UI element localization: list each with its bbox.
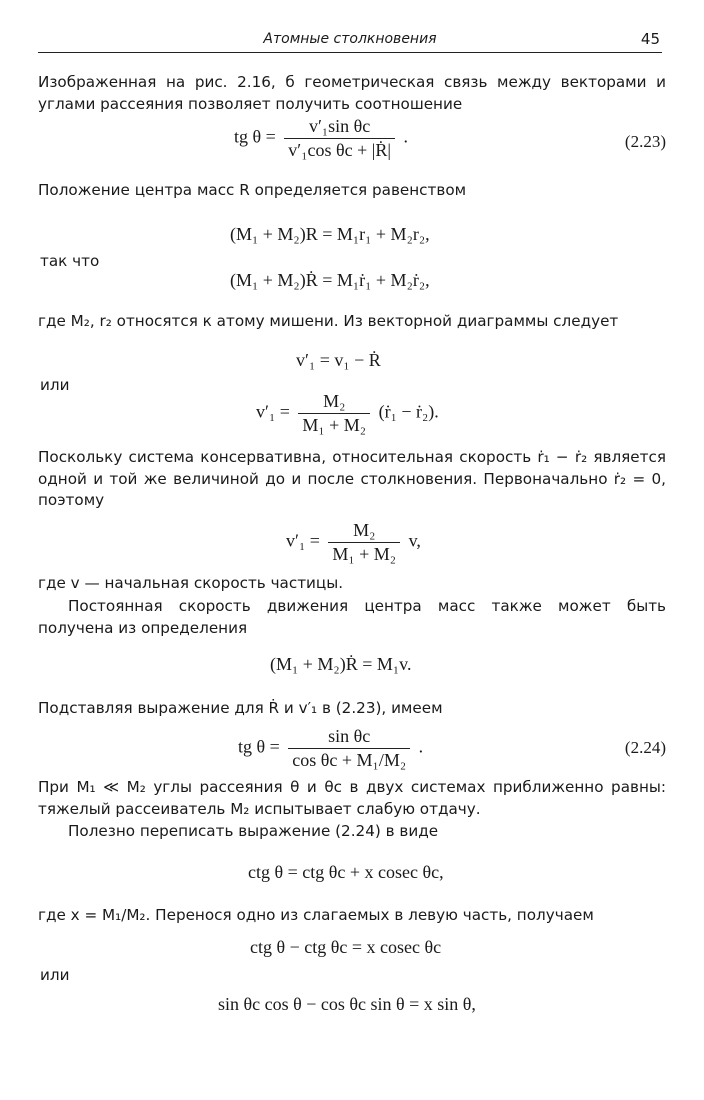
v1p-v-lhs: v′₁ =: [286, 530, 320, 551]
v1p-v-fraction: [328, 520, 400, 565]
v1p-fraction: [298, 391, 370, 436]
eq-2-24-fraction: [288, 726, 410, 771]
page-number: 45: [640, 30, 660, 48]
eq-2-23-tail: .: [403, 126, 408, 147]
paragraph-heavy-scatterer: При M₁ ≪ M₂ углы рассеяния θ и θc в двух системах приближенно равны: тяжелый рассеиватель M₂ испытывает слабую отдачу.: [38, 778, 666, 818]
equation-number-2-23: (2.23): [624, 132, 666, 151]
equation-ctg-difference: ctg θ − ctg θc = x cosec θc: [250, 937, 442, 957]
eq-2-23-lhs: tg θ =: [234, 126, 276, 147]
paragraph-conservative: Поскольку система консервативна, относительная скорость ṙ₁ − ṙ₂ является одной и той же величиной до и после столкновения. Первоначально ṙ₂ = 0, поэтому: [38, 448, 666, 509]
equation-2-23: [234, 116, 408, 161]
running-header: [38, 30, 662, 53]
eq-2-24-lhs: tg θ =: [238, 736, 280, 757]
paragraph-target-atom: где M₂, r₂ относятся к атому мишени. Из векторной диаграммы следует: [38, 312, 619, 330]
eq-2-24-numerator: sin θc: [328, 726, 371, 746]
equation-sin-cos: sin θc cos θ − cos θc sin θ = x sin θ,: [218, 994, 476, 1014]
paragraph-initial-velocity: где v — начальная скорость частицы.: [38, 574, 344, 592]
label-ili-1: или: [40, 376, 70, 394]
v1p-frac-numerator: M₂: [323, 391, 346, 411]
equation-v1-prime: v′₁ = v₁ − Ṙ: [296, 350, 381, 370]
chapter-title: Атомные столкновения: [263, 31, 437, 47]
eq-2-23-fraction: [284, 116, 395, 161]
equation-center-of-mass-velocity: (M₁ + M₂)Ṙ = M₁v.: [270, 654, 412, 674]
paragraph-constant-velocity: Постоянная скорость движения центра масс также может быть получена из определения: [38, 597, 666, 637]
equation-2-24: [238, 726, 423, 771]
equation-v1-prime-fraction: [256, 391, 439, 436]
equation-center-of-mass-dot: (M₁ + M₂)Ṙ = M₁ṙ₁ + M₂ṙ₂,: [230, 270, 430, 290]
paragraph-substituting: Подставляя выражение для Ṙ и v′₁ в (2.23), имеем: [38, 699, 443, 717]
eq-2-23-denominator: v′₁cos θc + |Ṙ|: [284, 138, 395, 161]
v1p-v-numerator: M₂: [353, 520, 376, 540]
equation-v1-prime-v: [286, 520, 421, 565]
equation-center-of-mass: (M₁ + M₂)R = M₁r₁ + M₂r₂,: [230, 224, 430, 244]
eq-2-23-numerator: v′₁sin θc: [308, 116, 371, 136]
equation-number-2-24: (2.24): [624, 738, 666, 757]
paragraph-center-of-mass: Положение центра масс R определяется равенством: [38, 181, 467, 199]
v1p-frac-lhs: v′₁ =: [256, 401, 290, 422]
paragraph-x-definition: где x = M₁/M₂. Перенося одно из слагаемых в левую часть, получаем: [38, 906, 594, 924]
eq-2-24-denominator: cos θc + M₁/M₂: [288, 748, 410, 771]
label-tak-chto: так что: [40, 252, 100, 270]
eq-2-24-tail: .: [418, 736, 424, 757]
v1p-v-tail: v,: [408, 530, 421, 551]
v1p-frac-denominator: M₁ + M₂: [298, 413, 370, 436]
v1p-v-denominator: M₁ + M₂: [328, 542, 400, 565]
equation-ctg: ctg θ = ctg θc + x cosec θc,: [248, 862, 444, 882]
paragraph-rewrite: Полезно переписать выражение (2.24) в виде: [68, 822, 439, 840]
label-ili-2: или: [40, 966, 70, 984]
v1p-frac-tail: (ṙ₁ − ṙ₂).: [378, 401, 439, 422]
paragraph-intro: Изображенная на рис. 2.16, б геометрическая связь между векторами и углами рассеяния позволяет получить соотношение: [38, 73, 666, 113]
